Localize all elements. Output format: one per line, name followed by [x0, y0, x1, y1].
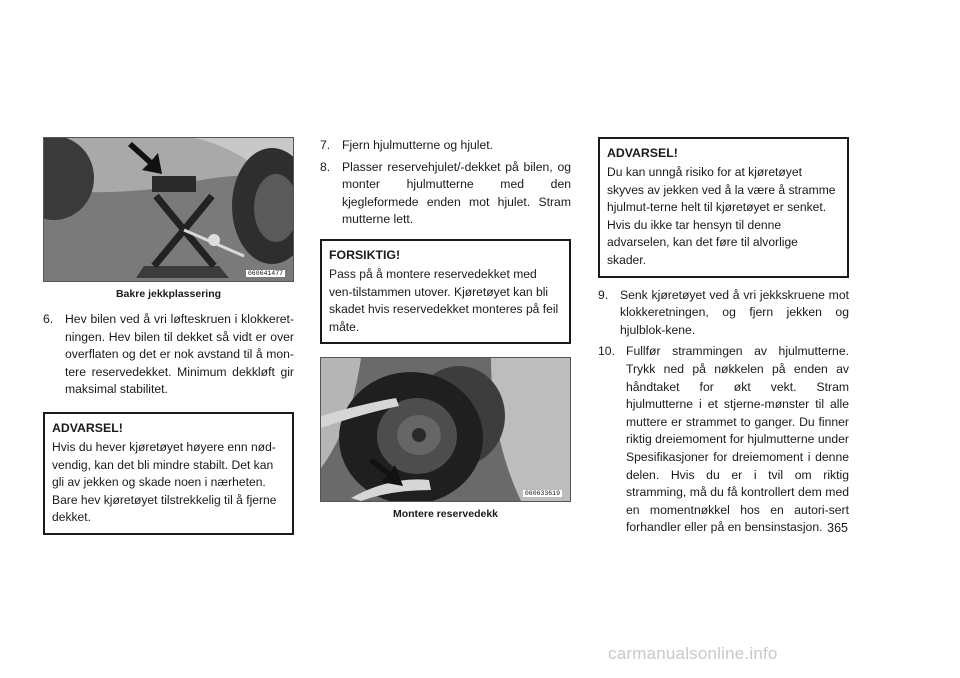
column-right — [598, 137, 849, 537]
column-middle — [320, 137, 571, 520]
warning-title: ADVARSEL! — [52, 420, 123, 435]
step-text: Senk kjøretøyet ved å vri jekkskruene mot klokkeretningen, og fjern jekken og hjulblok-kene. — [620, 287, 849, 337]
jack-placement-figure — [43, 137, 294, 282]
step-8 — [320, 159, 571, 229]
figure-code: 060641477 — [247, 270, 283, 277]
watermark: carmanualsonline.info — [608, 644, 778, 663]
figure-caption: Montere reservedekk — [392, 508, 499, 521]
step-number: 8. — [320, 159, 331, 174]
step-text: Hev bilen ved å vri løfteskruen i klokkeret-ningen. Hev bilen til dekket så vidt er over overflaten og det er nok avstand til å mon-tere reservedekket. Minimum dekkløft gir maksimal stabilitet. — [65, 312, 294, 397]
step-text: Plasser reservehjulet/-dekket på bilen, og monter hjulmutterne med den kjegleformede enden mot hjulet. Stram mutterne lett. — [342, 159, 571, 227]
step-number: 10. — [598, 344, 615, 359]
step-number: 6. — [43, 312, 54, 326]
step-7 — [320, 137, 571, 155]
step-text: Fullfør strammingen av hjulmutterne. Trykk ned på nøkkelen på enden av håndtaket for økt vekt. Stram hjulmutterne i et stjerne-mønster til alle muttere er strammet to ganger. Du finner riktig dreiemoment for hjulmutterne under Spesifikasjoner for dreiemoment i denne delen. Hvis du er i tvil om riktig stramming, må du få kontrollert dem med en momentnøkkel hos en autori-sert forhandler eller på en bensinstasjon. — [626, 344, 849, 535]
figure-code: 060633619 — [524, 490, 560, 498]
step-number: 7. — [320, 138, 331, 152]
warning-title: ADVARSEL! — [607, 146, 678, 160]
figure-caption: Bakre jekkplassering — [115, 288, 222, 300]
jack-illustration — [44, 138, 293, 281]
spare-tire-figure — [320, 357, 571, 502]
step-6 — [43, 311, 294, 399]
step-10 — [598, 343, 849, 537]
warning-box — [43, 412, 294, 535]
page-number: 365 — [827, 521, 848, 535]
warning-text: Hvis du hever kjøretøyet høyere enn nød-vendig, kan det bli mindre stabilt. Det kan gli av jekken og skade noen i nærheten. Bare hev kjøretøyet tilstrekkelig til å fjerne dekket. — [52, 439, 277, 525]
warning-text: Du kan unngå risiko for at kjøretøyet skyves av jekken ved å la være å stramme hjulmut-terne helt til kjøretøyet er senket. Hvis du ikke tar hensyn til denne advarselen, kan det føre til alvorlige skader. — [607, 165, 836, 267]
step-text: Fjern hjulmutterne og hjulet. — [342, 138, 494, 152]
caution-box — [320, 239, 571, 344]
caution-text: Pass på å montere reservedekket med ven-tilstammen utover. Kjøretøyet kan bli skadet hvis reservedekket monteres på feil måte. — [329, 266, 559, 334]
caution-title: FORSIKTIG! — [329, 247, 401, 262]
spare-tire-illustration — [321, 358, 570, 501]
step-number: 9. — [598, 287, 609, 302]
column-left — [43, 137, 294, 535]
warning-box — [598, 137, 849, 278]
step-9 — [598, 287, 849, 340]
